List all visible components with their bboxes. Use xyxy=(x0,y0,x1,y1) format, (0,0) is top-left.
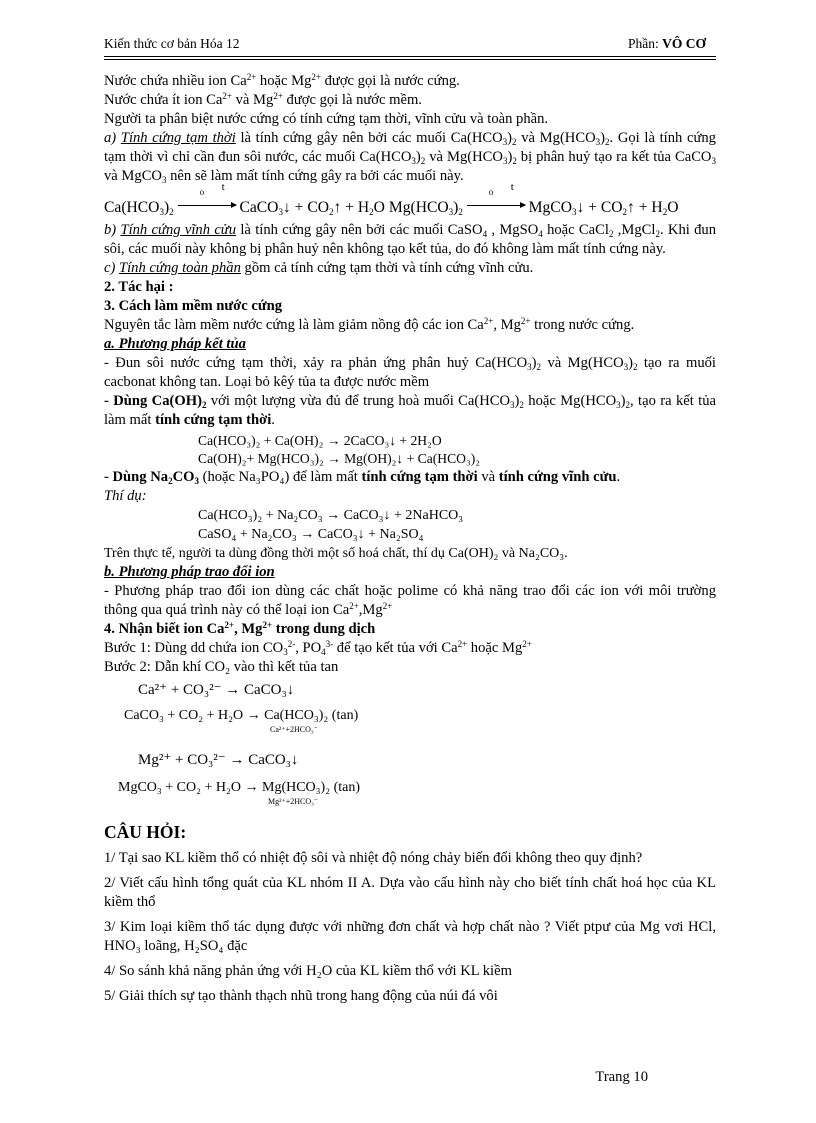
question-1: 1/ Tại sao KL kiềm thổ có nhiệt độ sôi và nhiệt độ nóng chảy biến đổi không theo quy định? xyxy=(104,850,643,866)
header-section: Phần: VÔ CƠ xyxy=(627,36,706,51)
page-number: Trang 10 xyxy=(595,1069,648,1085)
example-label: Thí dụ: xyxy=(104,488,147,504)
page-body xyxy=(104,72,716,1012)
questions-title: CÂU HỎI: xyxy=(104,822,187,842)
paragraph-boiling: - Đun sôi nước cứng tạm thời, xảy ra phản ứng phân huỷ $Ca(HCO_3)_2$ và $Mg(HCO_3)_2$ tạo ra muối cacbonat không tan. Loại bỏ kêý tủa ta được nước mềm xyxy=(104,355,716,390)
ion-note-2: Mg²⁺+2HCO₃⁻ xyxy=(268,797,319,806)
question-4: 4/ So sánh khả năng phản ứng với H₂O của KL kiềm thổ với KL kiềm xyxy=(104,963,512,979)
heading-identification: 4. Nhận biết ion $Ca^{2+}$, $Mg^{2+}$ trong dung dịch xyxy=(104,620,376,637)
questions-list xyxy=(104,849,716,1006)
paragraph-na2co3: - Dùng $Na_2CO_3$ (hoặc Na₃PO₄) để làm mất tính cứng tạm thời và tính cứng vĩnh cửu. xyxy=(104,469,621,486)
paragraph-ion-exchange: - Phương pháp trao đổi ion dùng các chất hoặc polime có khả năng trao đổi các ion với môi trường thông qua quá trình này có thể loại ion $Ca^{2+},Mg^{2+}$ xyxy=(104,583,716,618)
ion-equation-2: CaCO₃ + CO₂ + H₂O → Ca(HCO₃)₂ (tan) xyxy=(124,708,359,723)
paragraph-permanent-hardness: b) Tính cứng vĩnh cửu là tính cứng gây nên bởi các muối CaSO$_4$ , MgSO$_4$ hoặc CaCl$_2$ ,MgCl$_2$. Khi đun sôi, các muối này không bị phân huỷ nên không tạo kết tủa, do đó không làm mất tính cứng này. xyxy=(104,222,717,257)
heading-precipitation: a. Phương pháp kết tủa xyxy=(104,336,246,352)
header-rule-thick xyxy=(104,56,716,57)
paragraph-practice: Trên thực tế, người ta dùng đồng thời một số hoá chất, thí dụ Ca(OH)₂ và Na₂CO₃. xyxy=(104,546,568,561)
heat-arrow: t $^o$ xyxy=(178,198,236,212)
heading-softening: 3. Cách làm mềm nước cứng xyxy=(104,298,282,314)
question-2: 2/ Viết cấu hình tổng quát của KL nhóm II A. Dựa vào cấu hình này cho biết tính chất hoá học của KL kiềm thổ xyxy=(104,875,716,910)
paragraph-principle: Nguyên tắc làm mềm nước cứng là làm giảm nồng độ các ion $Ca^{2+}$, $Mg^{2+}$ trong nước cứng. xyxy=(104,316,635,333)
equation-caoh2-2: Ca(OH)₂+ Mg(HCO₃)₂ → Mg(OH)₂↓ + Ca(HCO₃)₂ xyxy=(198,451,481,466)
paragraph-hard-water: Nước chứa nhiều ion $Ca^{2+}$ hoặc $Mg^{2+}$ được gọi là nước cứng. xyxy=(104,72,460,89)
equation-na2co3-1: Ca(HCO₃)₂ + Na₂CO₃ → CaCO₃↓ + 2NaHCO₃ xyxy=(198,508,464,523)
ion-equation-3: Mg²⁺ + CO₃²⁻ → CaCO₃↓ xyxy=(138,752,299,768)
equation-na2co3-2: CaSO₄ + Na₂CO₃ → CaCO₃↓ + Na₂SO₄ xyxy=(198,527,424,542)
paragraph-types: Người ta phân biệt nước cứng có tính cứng tạm thời, vĩnh cửu và toàn phần. xyxy=(104,111,549,127)
paragraph-caoh2: - Dùng $Ca(OH)_2$ với một lượng vừa đủ để trung hoà muối $Ca(HCO_3)_2$ hoặc $Mg(HCO_3)_2$, tạo ra kết tủa làm mất tính cứng tạm thời. xyxy=(104,393,716,428)
question-3: 3/ Kim loại kiềm thổ tác dụng được với những đơn chất và hợp chất nào ? Viết ptpư của Mg vơi HCl, HNO₃ loãng, H₂SO₄ đặc xyxy=(104,919,716,954)
header-rule-thin xyxy=(104,59,716,60)
equation-caoh2-1: Ca(HCO₃)₂ + Ca(OH)₂ → 2CaCO₃↓ + 2H₂O xyxy=(198,433,442,448)
paragraph-soft-water: Nước chứa ít ion $Ca^{2+}$ và $Mg^{2+}$ được gọi là nước mềm. xyxy=(104,91,422,108)
heading-ion-exchange: b. Phương pháp trao đổi ion xyxy=(104,564,275,580)
heading-harm: 2. Tác hại : xyxy=(104,279,174,295)
paragraph-temporary-hardness: a) Tính cứng tạm thời là tính cứng gây nên bởi các muối $Ca(HCO_3)_2$ và $Mg(HCO_3)_2$. Gọi là tính cứng tạm thời vì chỉ cần đun sôi nước, các muối $Ca(HCO_3)_2$ và $Mg(HCO_3)_2$ bị phân huỷ tạo ra kết tủa CaCO$_3$ và MgCO$_3$ nên sẽ làm mất tính cứng gây ra bởi các muối này. xyxy=(104,130,716,185)
paragraph-total-hardness: c) Tính cứng toàn phần gồm cả tính cứng tạm thời và tính cứng vĩnh cửu. xyxy=(104,260,534,276)
equation-decomposition: $Ca(HCO_3)_2$ t $^o$ CaCO$_3$↓ + $CO_2↑ + H_2O$ $Mg(HCO_3)_2$ t $^o$ MgCO$_3$↓ + $CO_2↑ + H_2O$ xyxy=(104,181,679,217)
page-header xyxy=(104,36,716,56)
header-title: Kiến thức cơ bản Hóa 12 xyxy=(104,36,240,51)
ion-equation-1: Ca²⁺ + CO₃²⁻ → CaCO₃↓ xyxy=(138,682,295,698)
paragraph-step2: Bước 2: Dẫn khí CO₂ vào thì kết tủa tan xyxy=(104,659,339,675)
paragraph-step1: Bước 1: Dùng dd chứa ion $CO_3^{2-}$, $PO_4^{3-}$ để tạo kết tủa với $Ca^{2+}$ hoặc $Mg^{2+}$ xyxy=(104,639,532,657)
ion-equation-4: MgCO₃ + CO₂ + H₂O → Mg(HCO₃)₂ (tan) xyxy=(118,780,361,795)
heat-arrow: t $^o$ xyxy=(467,198,525,212)
ion-note-1: Ca²⁺+2HCO₃⁻ xyxy=(270,725,318,734)
question-5: 5/ Giải thích sự tạo thành thạch nhũ trong hang động của núi đá vôi xyxy=(104,988,498,1004)
